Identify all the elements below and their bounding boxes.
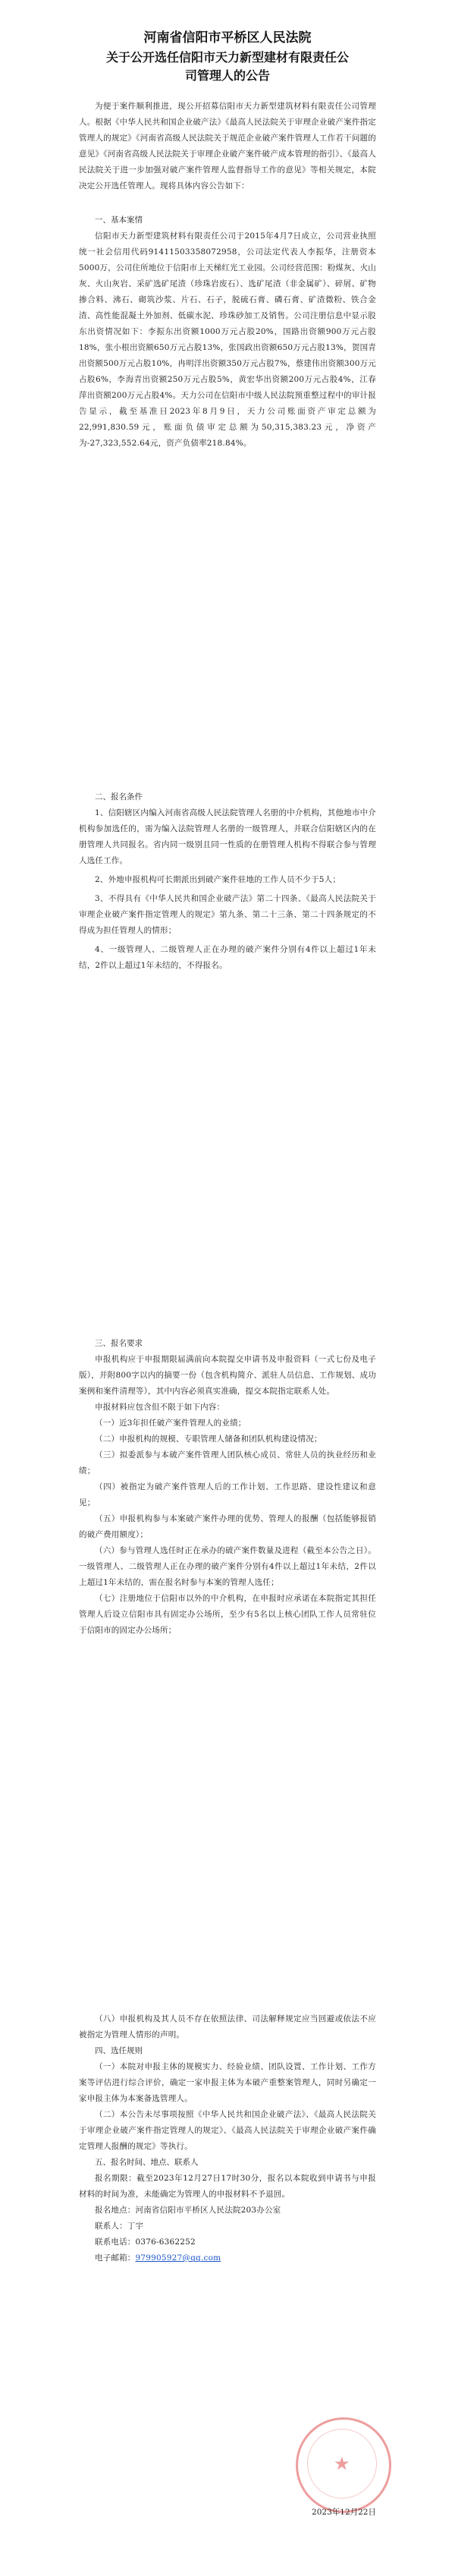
requirement-paragraph: 申报机构应于申报期限届满前向本院提交申请书及申报资料（一式七份及电子版），并附800字以内的摘要一份（包含机构简介、派驻人员信息、工作规划、成功案例和案件清理等），其中内容必须真实准确，提交本院指定联系人处。 [79, 1355, 376, 1396]
contact-item: 联系电话：0376-6362252 [95, 2237, 196, 2247]
email-link[interactable]: 979905927@qq.com [135, 2253, 221, 2263]
court-seal-stamp [296, 2417, 391, 2513]
requirement-item: （二）申报机构的规模、专职管理人储备和团队机构建设情况； [95, 1434, 322, 1444]
requirement-item: （三）拟委派参与本破产案件管理人团队核心成员、常驻人员的执业经历和业绩； [79, 1450, 376, 1475]
contact-item: 报名期限：截至2023年12月27日17时30分，报名以本院收到申请书与申报材料的时间为准，未能确定为管理人的申报材料不予退回。 [79, 2174, 376, 2199]
requirement-item: （七）注册地位于信阳市以外的中介机构，在申报时应承诺在本院指定其担任管理人后设立信阳市具有固定办公场所，至少有5名以上核心团队工作人员常驻位于信阳市的固定办公场所； [79, 1594, 376, 1635]
contact-item: 联系人：丁宇 [95, 2222, 144, 2231]
requirement-item: （四）被指定为破产案件管理人后的工作计划、工作思路、建设性建议和意见； [79, 1482, 376, 1507]
intro-paragraph: 为便于案件顺利推进，现公开招募信阳市天力新型建筑材料有限责任公司管理人。根据《中华人民共和国企业破产法》《最高人民法院关于审理企业破产案件指定管理人的规定》《河南省高级人民法院关于规范企业破产案件管理人工作若干问题的意见》《河南省高级人民法院关于审理企业破产案件破产成本管理的指引》、《最高人民法院关于进一步加强对破产案件管理人监督指导工作的意见》等相关规定，本院决定公开选任管理人。现将具体内容公告如下： [79, 102, 376, 191]
requirement-item: （五）申报机构参与本案破产案件办理的优势、管理人的报酬（包括能够报销的破产费用额度）； [79, 1514, 376, 1539]
seal-star-icon: ★ [334, 2453, 350, 2474]
section-requirements-cont [79, 2011, 376, 2266]
section-heading: 一、基本案情 [95, 216, 143, 225]
case-paragraph: 信阳市天力新型建筑材料有限责任公司于2015年4月7日成立，公司营业执照统一社会信用代码91411503358072958，公司法定代表人李振华，注册资本5000万，公司住所地位于信阳市上天梯红光工业园。公司经营范围：粉煤灰、火山灰、火山灰岩、采矿选矿尾渣（珍珠岩废石）、选矿尾渣（非金属矿）、碎屑、矿物掺合料、沸石、砌筑沙浆、片石、石子，脱硫石膏、磷石膏、矿渣微粉、铁合金渣、高性能混凝土外加剂、低碳水泥、珍珠砂加工及销售。公司注册信息中显示股东出资情况如下：李振东出资额1000万元占股20%，国路出资额900万元占股18%，张小根出资额650万元占股13%，张国政出资额650万元占股13%，贺国青出资额500万元占股10%，冉明洋出资额350万元占股7%，蔡建伟出资额300万元占股6%，李海青出资额250万元占股5%，黄宏华出资额200万元占股4%，江春萍出资额200万元占股4%。天力公司在信阳市中级人民法院预重整过程中的审计报告显示，截至基准日2023年8月9日，天力公司账面资产审定总额为22,991,830.59元，账面负债审定总额为50,315,383.23元，净资产为-27,323,552.64元，资产负债率218.84%。 [79, 231, 376, 448]
condition-item: 1、信阳辖区内编入河南省高级人民法院管理人名册的中介机构，其他地市中介机构参加选任的，需为编入法院管理人名册的一级管理人，并联合信阳辖区内的在册管理人共同报名。省内同一级别且同一性质的在册管理人机构不得联合参与管理人选任工作。 [79, 808, 376, 865]
notice-date: 2023年12月22日 [312, 2508, 376, 2517]
condition-item: 2、外地申报机构可长期派出到破产案件驻地的工作人员不少于5人； [95, 875, 341, 884]
rule-item: （二）本公告未尽事项按照《中华人民共和国企业破产法》、《最高人民法院关于审理企业破产案件指定管理人的规定》、《最高人民法院关于审理企业破产案件确定管理人报酬的规定》等执行。 [79, 2110, 376, 2151]
section-requirements [79, 1336, 376, 1639]
notice-title-line2: 司管理人的公告 [184, 68, 270, 83]
notice-footer [79, 2505, 376, 2521]
section-heading: 五、报名时间、地点、联系人 [95, 2158, 199, 2167]
rule-item: （一）本院对申报主体的规模实力、经验业绩、团队设置、工作计划、工作方案等评估进行综合评价，确定一家申报主体为本破产重整案管理人，同时另确定一家申报主体为本案备选管理人。 [79, 2062, 376, 2103]
court-name-title: 河南省信阳市平桥区人民法院 [143, 30, 312, 46]
section-conditions [79, 789, 376, 974]
section-heading: 二、报名条件 [95, 792, 143, 801]
condition-item: 3、不得具有《中华人民共和国企业破产法》第二十四条、《最高人民法院关于审理企业破产案件指定管理人的规定》第九条、第二十三条、第二十四条规定的不得成为担任管理人的情形； [79, 894, 376, 935]
section-heading: 三、报名要求 [95, 1339, 143, 1348]
requirement-paragraph: 申报材料应包含但不限于如下内容： [95, 1403, 225, 1412]
notice-header [79, 30, 376, 83]
section-basic-case [79, 213, 376, 452]
section-heading: 四、选任规则 [95, 2046, 143, 2055]
contact-item: 报名地点：河南省信阳市平桥区人民法院203办公室 [95, 2206, 281, 2215]
email-label: 电子邮箱： [95, 2253, 136, 2263]
requirement-item: （六）参与管理人选任时正在承办的破产案件数量及进程（截至本公告之日）。一级管理人、二级管理人正在办理的破产案件分别有4件以上超过1年未结，2件以上超过1年未结的，需在报名时参与本案的管理人选任； [79, 1546, 376, 1587]
section-intro [79, 99, 376, 194]
notice-title-line1: 关于公开选任信阳市天力新型建材有限责任公 [105, 50, 349, 65]
requirement-item: （一）近3年担任破产案件管理人的业绩； [95, 1419, 246, 1428]
email-line [79, 2250, 376, 2266]
condition-item: 4、一级管理人、二级管理人正在办理的破产案件分别有4件以上超过1年未结，2件以上超过1年未结的，不得报名。 [79, 945, 376, 970]
requirement-item: （八）申报机构及其人员不存在依照法律、司法解释规定应当回避或依法不应被指定为管理人情形的声明。 [79, 2014, 376, 2039]
